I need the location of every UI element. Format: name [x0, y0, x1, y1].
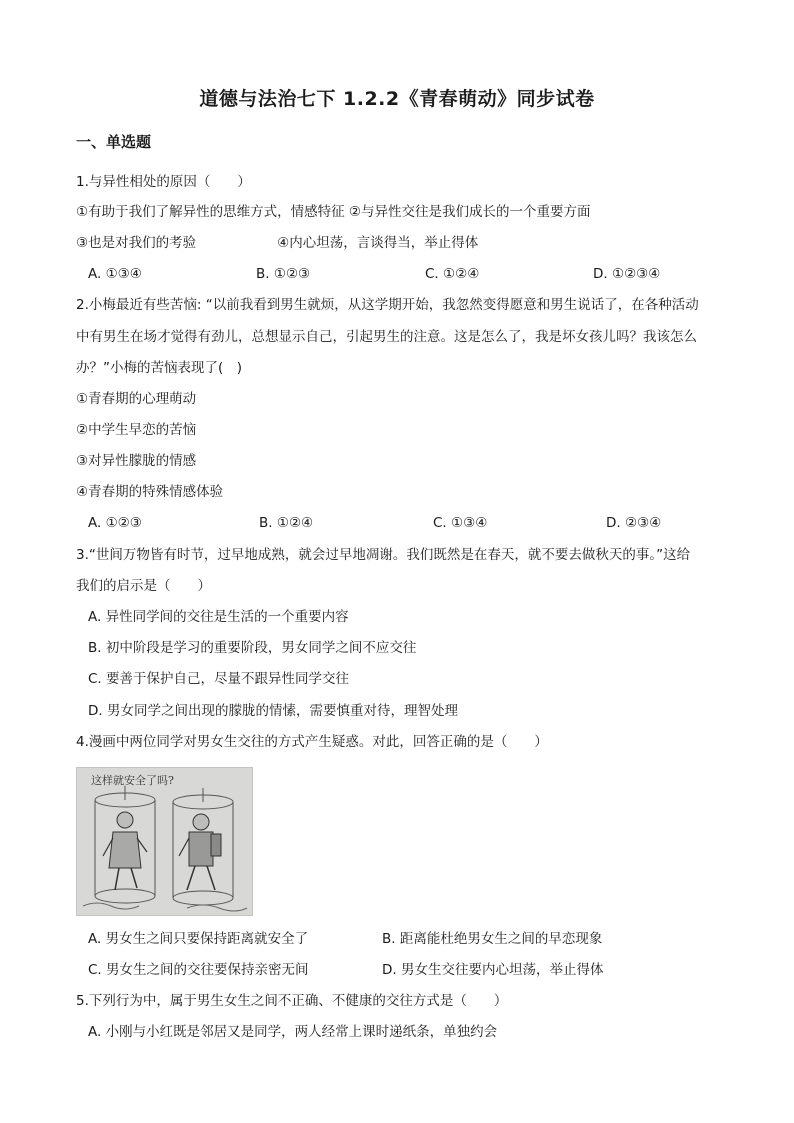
question-2-statement-4: ④青春期的特殊情感体验: [76, 484, 224, 500]
section-heading: 一、单选题: [76, 133, 152, 151]
question-2-stem-line-1: 2.小梅最近有些苦恼: “以前我看到男生就烦，从这学期开始，我忽然变得愿意和男生说话了，在各种活动: [76, 297, 699, 313]
question-5-option-a: A. 小刚与小红既是邻居又是同学，两人经常上课时递纸条，单独约会: [88, 1024, 498, 1040]
question-1-option-d: D. ①②③④: [593, 266, 661, 282]
question-5-stem: 5.下列行为中，属于男生女生之间不正确、不健康的交往方式是（ ）: [76, 993, 508, 1009]
question-1-option-c: C. ①②④: [425, 266, 480, 282]
question-2-statement-2: ②中学生早恋的苦恼: [76, 422, 197, 438]
question-3-option-d: D. 男女同学之间出现的朦胧的情愫，需要慎重对待，理智处理: [88, 703, 458, 719]
question-3-stem-line-1: 3.“世间万物皆有时节，过早地成熟，就会过早地凋谢。我们既然是在春天，就不要去做秋天的事。”这给: [76, 547, 691, 563]
question-4-option-b: B. 距离能杜绝男女生之间的早恋现象: [382, 931, 603, 947]
question-4-option-c: C. 男女生之间的交往要保持亲密无间: [88, 962, 309, 978]
question-2-option-d: D. ②③④: [606, 515, 662, 531]
cartoon-illustration: [76, 767, 253, 916]
question-4-option-d: D. 男女生交往要内心坦荡，举止得体: [382, 962, 604, 978]
question-2-statement-1: ①青春期的心理萌动: [76, 391, 197, 407]
question-1-statement-1: ①有助于我们了解异性的思维方式，情感特征 ②与异性交往是我们成长的一个重要方面: [76, 204, 591, 220]
question-2-statement-3: ③对异性朦胧的情感: [76, 453, 197, 469]
question-4-option-a: A. 男女生之间只要保持距离就安全了: [88, 931, 309, 947]
question-1-option-b: B. ①②③: [256, 266, 311, 282]
question-3-option-b: B. 初中阶段是学习的重要阶段，男女同学之间不应交往: [88, 640, 417, 656]
question-2-option-a: A. ①②③: [88, 515, 142, 531]
question-2-option-b: B. ①②④: [259, 515, 314, 531]
question-2-stem-line-3: 办？”小梅的苦恼表现了( ): [76, 360, 243, 376]
question-4-stem: 4.漫画中两位同学对男女生交往的方式产生疑惑。对此，回答正确的是（ ）: [76, 734, 548, 750]
question-2-stem-line-2: 中有男生在场才觉得有劲儿，总想显示自己，引起男生的注意。这是怎么了，我是坏女孩儿吗？我该怎么: [76, 329, 697, 345]
question-1-statement-2: ③也是对我们的考验 ④内心坦荡，言谈得当，举止得体: [76, 235, 479, 251]
question-1-option-a: A. ①③④: [88, 266, 142, 282]
question-3-option-c: C. 要善于保护自己，尽量不跟异性同学交往: [88, 671, 350, 687]
question-2-option-c: C. ①③④: [433, 515, 488, 531]
question-1-stem: 1.与异性相处的原因（ ）: [76, 174, 251, 190]
question-3-stem-line-2: 我们的启示是（ ）: [76, 578, 211, 594]
cartoon-drawing: [77, 768, 252, 915]
cartoon-caption: 这样就安全了吗?: [91, 774, 174, 787]
question-3-option-a: A. 异性同学间的交往是生活的一个重要内容: [88, 609, 349, 625]
page-title: 道德与法治七下 1.2.2《青春萌动》同步试卷: [199, 88, 595, 110]
